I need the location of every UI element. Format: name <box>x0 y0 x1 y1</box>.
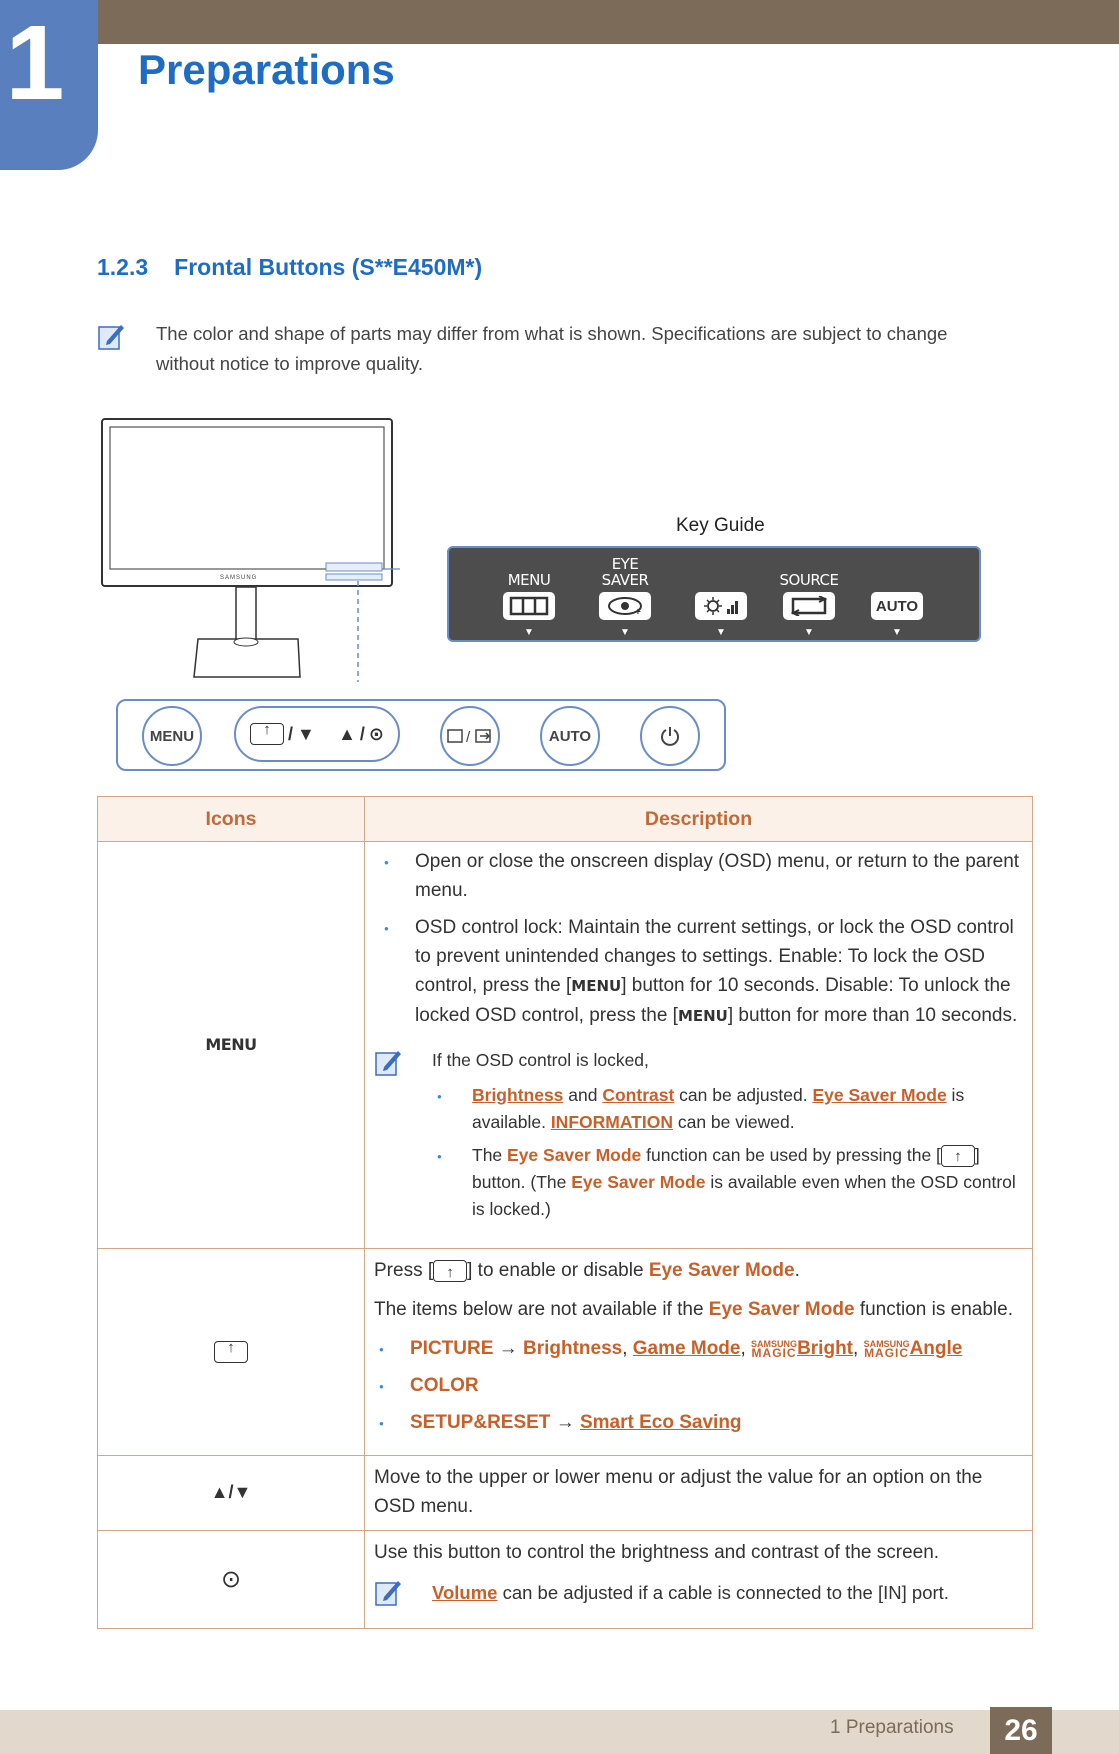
key-guide-brightness-label <box>681 554 761 588</box>
note-text <box>156 319 1036 379</box>
desc-cell-up-down <box>365 1456 1033 1531</box>
menu-grid-icon <box>503 592 555 620</box>
desc-cell-menu <box>365 842 1033 1249</box>
source-enter-icon <box>446 725 494 747</box>
key-guide-brightness <box>681 554 761 638</box>
power-button[interactable] <box>640 706 700 766</box>
adjust-circle-icon: ⊙ <box>368 723 384 744</box>
chapter-title: Preparations <box>138 46 395 93</box>
power-icon <box>659 725 681 747</box>
eye-saver-p1: Press [↑ ] to enable or disable Eye Saver Mode. <box>374 1256 1023 1285</box>
table-row-adjust <box>98 1531 1033 1629</box>
svg-text:/: / <box>466 729 471 746</box>
list-item: ● The Eye Saver Mode function can be used by pressing the [↑ ] button. (The Eye Saver Mode is available even when the OSD control is locked.) <box>432 1142 1023 1223</box>
down-arrow-icon: ▼ <box>620 627 630 638</box>
list-item: ● OSD control lock: Maintain the current settings, or lock the OSD control to prevent unintended changes to settings. Enable: To lock the OSD control, press the [MENU] button for 10 seconds. Disable: To unlock the locked OSD control, press the [MENU] button for more than 10 seconds. <box>379 913 1023 1031</box>
top-bar <box>0 0 1119 44</box>
samsung-magic-logo: SAMSUNG MAGIC <box>751 1338 798 1360</box>
list-item: ● COLOR <box>374 1371 1023 1400</box>
note-icon <box>97 321 125 351</box>
adjust-desc: Use this button to control the brightness and contrast of the screen. <box>374 1542 940 1563</box>
button-separator: / <box>359 723 365 744</box>
eye-saver-key-icon <box>214 1341 248 1363</box>
section-title <box>97 254 482 281</box>
chapter-number: 1 <box>5 4 65 122</box>
section-number: 1.2.3 <box>97 254 149 280</box>
menu-icon-label: MENU <box>205 1035 257 1054</box>
auto-icon: AUTO <box>871 592 923 620</box>
eye-saver-key-icon <box>433 1260 467 1282</box>
header-description: Description <box>365 797 1033 842</box>
source-icon <box>783 592 835 620</box>
key-guide-source-label: SOURCE <box>779 571 839 589</box>
icon-cell-adjust <box>98 1531 365 1629</box>
note-line-2: without notice to improve quality. <box>156 353 424 374</box>
table-header-row <box>98 797 1033 842</box>
note-intro: If the OSD control is locked, <box>432 1050 649 1070</box>
list-item: ● Brightness and Contrast can be adjusted. Eye Saver Mode is available. INFORMATION can be viewed. <box>432 1082 1023 1136</box>
key-guide-menu-label: MENU <box>507 571 551 589</box>
menu-button[interactable]: MENU <box>142 706 202 766</box>
header-icons: Icons <box>98 797 365 842</box>
icon-cell-menu <box>98 842 365 1249</box>
key-guide-eye-saver <box>585 554 665 638</box>
key-guide-panel <box>447 546 981 642</box>
key-guide-menu <box>489 554 569 638</box>
icon-cell-up-down <box>98 1456 365 1531</box>
footer-text: 1 Preparations <box>830 1717 954 1738</box>
table-row-menu <box>98 842 1033 1249</box>
eye-saver-icon <box>599 592 651 620</box>
desc-cell-adjust <box>365 1531 1033 1629</box>
button-separator: / <box>288 723 294 744</box>
volume-note: Volume can be adjusted if a cable is connected to the [IN] port. <box>374 1577 1023 1607</box>
samsung-magic-logo: SAMSUNG MAGIC <box>863 1338 910 1360</box>
desc-cell-eye-saver <box>365 1249 1033 1456</box>
icon-cell-eye-saver <box>98 1249 365 1456</box>
list-item: ● Open or close the onscreen display (OSD) menu, or return to the parent menu. <box>379 847 1023 905</box>
up-triangle-icon: ▲ <box>338 723 356 744</box>
key-guide-auto <box>857 554 937 638</box>
up-down-icon: ▲/▼ <box>210 1482 252 1502</box>
table-row-eye-saver <box>98 1249 1033 1456</box>
section-title-text: Frontal Buttons (S**E450M*) <box>174 254 483 280</box>
note-icon <box>374 1047 402 1077</box>
eye-saver-p2: The items below are not available if the Eye Saver Mode function is enable. <box>374 1299 1013 1320</box>
down-triangle-icon: ▼ <box>297 723 315 744</box>
down-arrow-icon: ▼ <box>524 627 534 638</box>
note-icon <box>374 1577 402 1607</box>
table-row-up-down <box>98 1456 1033 1531</box>
auto-button[interactable]: AUTO <box>540 706 600 766</box>
up-down-desc: Move to the upper or lower menu or adjust the value for an option on the OSD menu. <box>374 1467 983 1517</box>
locked-osd-note <box>374 1047 1023 1229</box>
note-line-1: The color and shape of parts may differ from what is shown. Specifications are subject to change <box>156 323 948 344</box>
list-item: ● SETUP&RESET → Smart Eco Saving <box>374 1408 1023 1437</box>
key-guide-source <box>769 554 849 638</box>
down-arrow-icon: ▼ <box>716 627 726 638</box>
icons-description-table <box>97 796 1033 1629</box>
frontal-button-strip <box>116 699 726 771</box>
eye-saver-key-icon <box>941 1145 975 1167</box>
brightness-volume-icon <box>695 592 747 620</box>
monitor-illustration <box>100 417 400 682</box>
eye-saver-down-button[interactable] <box>234 706 400 762</box>
adjust-circle-icon: ⊙ <box>220 1566 242 1593</box>
key-guide-label: Key Guide <box>676 515 765 536</box>
down-arrow-icon: ▼ <box>804 627 814 638</box>
svg-text:+: + <box>635 607 641 617</box>
down-arrow-icon: ▼ <box>892 627 902 638</box>
monitor-brand: SAMSUNG <box>220 575 258 581</box>
eye-saver-key-icon <box>250 723 284 745</box>
key-guide-eye-saver-label: EYE SAVER <box>601 555 649 589</box>
list-item: ● PICTURE → Brightness, Game Mode, SAMSUNG MAGIC Bright, SAMSUNG MAGIC Angle <box>374 1334 1023 1363</box>
source-button[interactable] <box>440 706 500 766</box>
page-number: 26 <box>990 1707 1052 1754</box>
